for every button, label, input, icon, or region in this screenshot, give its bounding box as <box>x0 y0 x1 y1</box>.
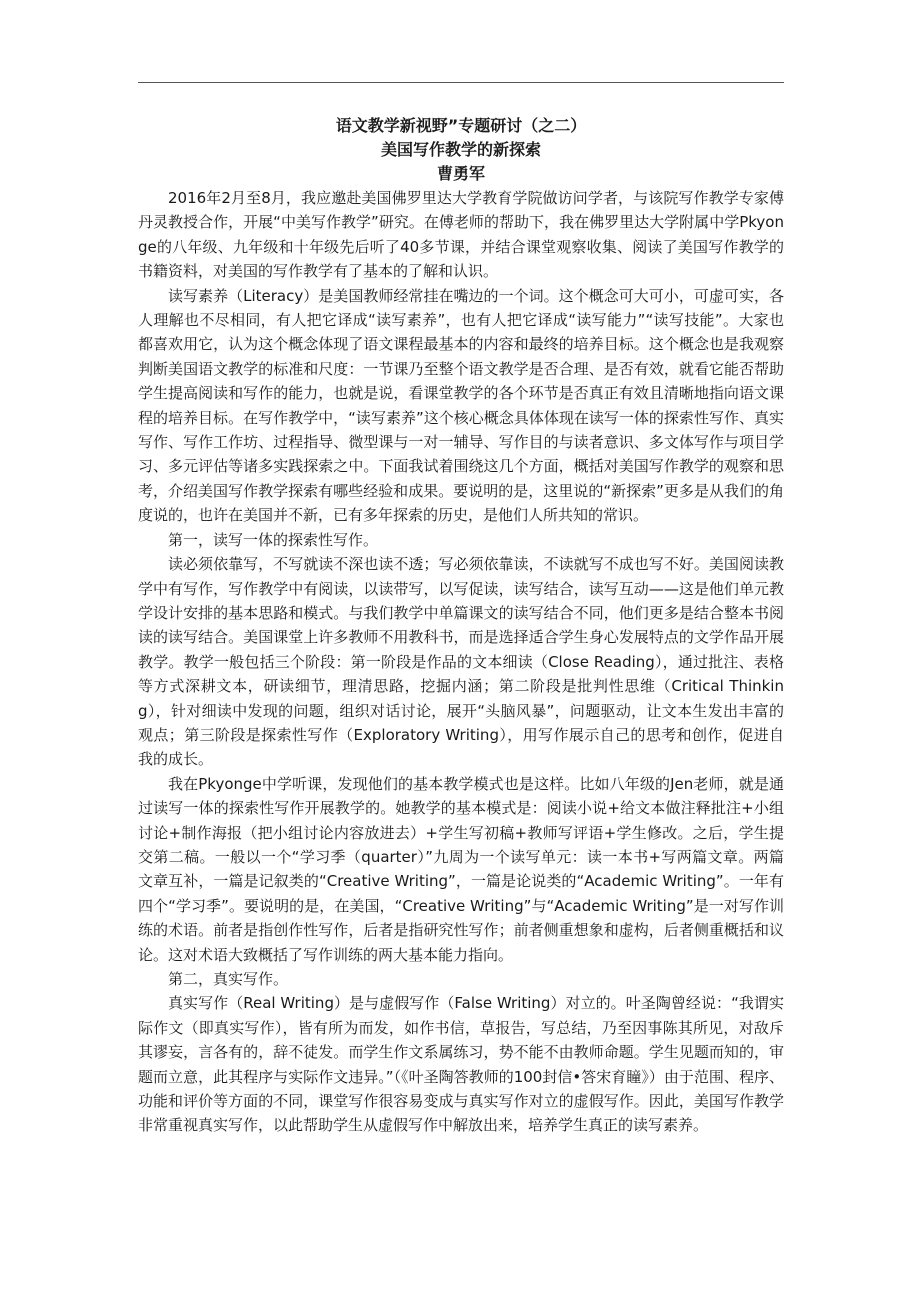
article-title: 美国写作教学的新探索 <box>380 140 541 159</box>
paragraph-literacy: 读写素养（Literacy）是美国教师经常挂在嘴边的一个词。这个概念可大可小，可虚可实，各人理解也不尽相同，有人把它译成“读写素养”，也有人把它译成“读写能力”“读写技能”。大家也都喜欢用它，认为这个概念体现了语文课程最基本的内容和最终的培养目标。这个概念也是我观察判断美国语文教学的标准和尺度：一节课乃至整个语文教学是否合理、是否有效，就看它能否帮助学生提高阅读和写作的能力，也就是说，看课堂教学的各个环节是否真正有效且清晰地指向语文课程的培养目标。在写作教学中，“读写素养”这个核心概念具体体现在读写一体的探索性写作、真实写作、写作工作坊、过程指导、微型课与一对一辅导、写作目的与读者意识、多文体写作与项目学习、多元评估等诸多实践探索之中。下面我试着围绕这几个方面，概括对美国写作教学的观察和思考，介绍美国写作教学探索有哪些经验和成果。要说明的是，这里说的“新探索”更多是从我们的角度说的，也许在美国并不新，已有多年探索的历史，是他们人所共知的常识。 <box>138 286 784 525</box>
paragraph-intro: 2016年2月至8月，我应邀赴美国佛罗里达大学教育学院做访问学者，与该院写作教学专家傅丹灵教授合作，开展“中美写作教学”研究。在傅老师的帮助下，我在佛罗里达大学附属中学Pkyonge的八年级、九年级和十年级先后听了40多节课，并结合课堂观察收集、阅读了美国写作教学的书籍资料，对美国的写作教学有了基本的了解和认识。 <box>138 189 784 281</box>
paragraph-pkyonge: 我在Pkyonge中学听课，发现他们的基本教学模式也是这样。比如八年级的Jen老师，就是通过读写一体的探索性写作开展教学的。她教学的基本模式是：阅读小说+给文本做注释批注+小组讨论+制作海报（把小组讨论内容放进去）+学生写初稿+教师写评语+学生修改。之后，学生提交第二稿。一般以一个“学习季（quarter）”九周为一个读写单元：读一本书+写两篇文章。两篇文章互补，一篇是记叙类的“Creative Writing”，一篇是论说类的“Academic Writing”。一年有四个“学习季”。要说明的是，在美国，“Creative Writing”与“Academic Writing”是一对写作训练的术语。前者是指创作性写作，后者是指研究性写作；前者侧重想象和虚构，后者侧重概括和议论。这对术语大致概括了写作训练的两大基本能力指向。 <box>138 774 784 964</box>
article-body <box>138 186 784 1138</box>
header-rule <box>138 82 784 83</box>
series-title: 语文教学新视野”专题研讨（之二） <box>335 116 587 135</box>
paragraph-reading-writing: 读必须依靠写，不写就读不深也读不透；写必须依靠读，不读就写不成也写不好。美国阅读教学中有写作，写作教学中有阅读，以读带写，以写促读，读写结合，读写互动——这是他们单元教学设计安排的基本思路和模式。与我们教学中单篇课文的读写结合不同，他们更多是结合整本书阅读的读写结合。美国课堂上许多教师不用教科书，而是选择适合学生身心发展特点的文学作品开展教学。教学一般包括三个阶段：第一阶段是作品的文本细读（Close Reading），通过批注、表格等方式深耕文本，研读细节，理清思路，挖掘内涵；第二阶段是批判性思维（Critical Thinking），针对细读中发现的问题，组织对话讨论，展开“头脑风暴”，问题驱动，让文本生发出丰富的观点；第三阶段是探索性写作（Exploratory Writing），用写作展示自己的思考和创作，促进自我的成长。 <box>138 555 784 769</box>
paragraph-real-writing: 真实写作（Real Writing）是与虚假写作（False Writing）对立的。叶圣陶曾经说：“我谓实际作文（即真实写作），皆有所为而发，如作书信，草报告，写总结，乃至因事陈其所见，对敌斥其谬妄，言各有的，辞不徒发。而学生作文系属练习，势不能不由教师命题。学生见题而知的，审题而立意，此其程序与实际作文违异。”（《叶圣陶答教师的100封信•答宋育瞳》）由于范围、程序、功能和评价等方面的不同，课堂写作很容易变成与真实写作对立的虚假写作。因此，美国写作教学非常重视真实写作，以此帮助学生从虚假写作中解放出来，培养学生真正的读写素养。 <box>138 994 784 1135</box>
author-name: 曹勇军 <box>436 164 485 183</box>
title-block <box>138 114 784 186</box>
section-heading-1: 第一，读写一体的探索性写作。 <box>168 530 379 549</box>
section-heading-2: 第二，真实写作。 <box>168 970 289 988</box>
